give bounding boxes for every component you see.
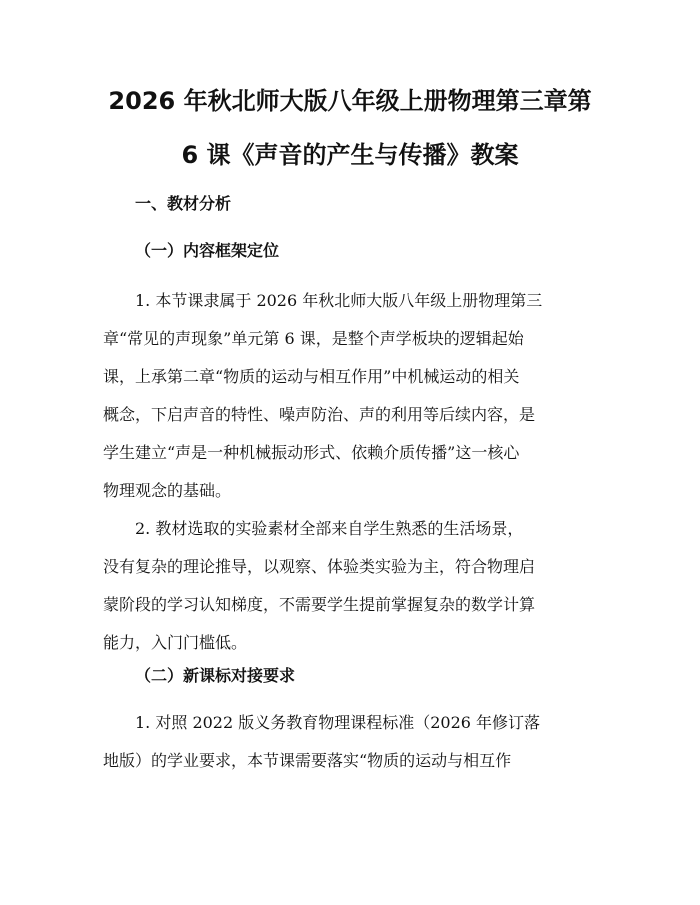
subsection-heading-content-framework: （一）内容框架定位 — [135, 241, 280, 260]
paragraph-2-line: 能力，入门门槛低。 — [103, 633, 248, 652]
paragraph-1-line: 1. 本节课隶属于 2026 年秋北师大版八年级上册物理第三 — [135, 291, 543, 310]
paragraph-1-line: 学生建立“声是一种机械振动形式、依赖介质传播”这一核心 — [103, 443, 520, 462]
paragraph-2 — [103, 510, 597, 662]
paragraph-3-line: 1. 对照 2022 版义务教育物理课程标准（2026 年修订落 — [135, 713, 541, 732]
paragraph-1 — [103, 282, 597, 510]
paragraph-2-line: 没有复杂的理论推导，以观察、体验类实验为主，符合物理启 — [103, 557, 536, 576]
document-title-line-2: 6 课《声音的产生与传播》教案 — [181, 141, 519, 169]
subsection-heading-curriculum-standards: （二）新课标对接要求 — [135, 666, 296, 685]
section-heading-textbook-analysis: 一、教材分析 — [135, 194, 232, 213]
paragraph-1-line: 概念，下启声音的特性、噪声防治、声的利用等后续内容，是 — [103, 405, 536, 424]
paragraph-1-line: 课，上承第二章“物质的运动与相互作用”中机械运动的相关 — [103, 367, 520, 386]
paragraph-3-line: 地版）的学业要求，本节课需要落实“物质的运动与相互作 — [103, 751, 512, 770]
paragraph-2-line: 2. 教材选取的实验素材全部来自学生熟悉的生活场景， — [135, 519, 524, 538]
document-title-line-1: 2026 年秋北师大版八年级上册物理第三章第 — [108, 87, 592, 115]
paragraph-1-line: 章“常见的声现象”单元第 6 课，是整个声学板块的逻辑起始 — [103, 329, 524, 348]
paragraph-2-line: 蒙阶段的学习认知梯度，不需要学生提前掌握复杂的数学计算 — [103, 595, 536, 614]
paragraph-3 — [103, 704, 597, 780]
paragraph-1-line: 物理观念的基础。 — [103, 481, 232, 500]
